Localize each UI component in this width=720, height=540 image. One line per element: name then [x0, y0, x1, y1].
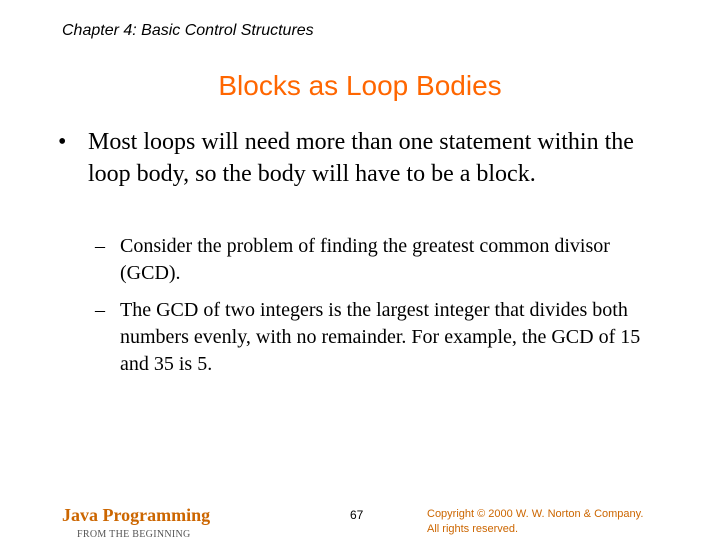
rights-line: All rights reserved. [427, 523, 519, 535]
main-bullet-text: Most loops will need more than one statement within the loop body, so the body will have to be a block. [88, 129, 634, 187]
sub-bullet-gcd-definition [95, 297, 655, 378]
dash-marker: – [95, 299, 105, 321]
copyright-notice [427, 507, 687, 537]
bullet-marker: • [58, 129, 67, 155]
slide-title: Blocks as Loop Bodies [218, 70, 502, 101]
copyright-line: Copyright © 2000 W. W. Norton & Company. [427, 508, 644, 520]
sub-bullet-text: Consider the problem of finding the greatest common divisor (GCD). [120, 235, 610, 284]
dash-marker: – [95, 235, 105, 257]
page-number: 67 [350, 508, 364, 522]
sub-bullet-text: The GCD of two integers is the largest integer that divides both numbers evenly, with no remainder. For example, the GCD of 15 and 35 is 5. [120, 299, 641, 375]
sub-bullet-gcd-problem [95, 233, 655, 287]
chapter-header: Chapter 4: Basic Control Structures [62, 22, 314, 39]
footer-brand: Java Programming [62, 505, 211, 525]
main-bullet [58, 126, 668, 190]
footer-brand-subtitle: FROM THE BEGINNING [77, 529, 191, 540]
